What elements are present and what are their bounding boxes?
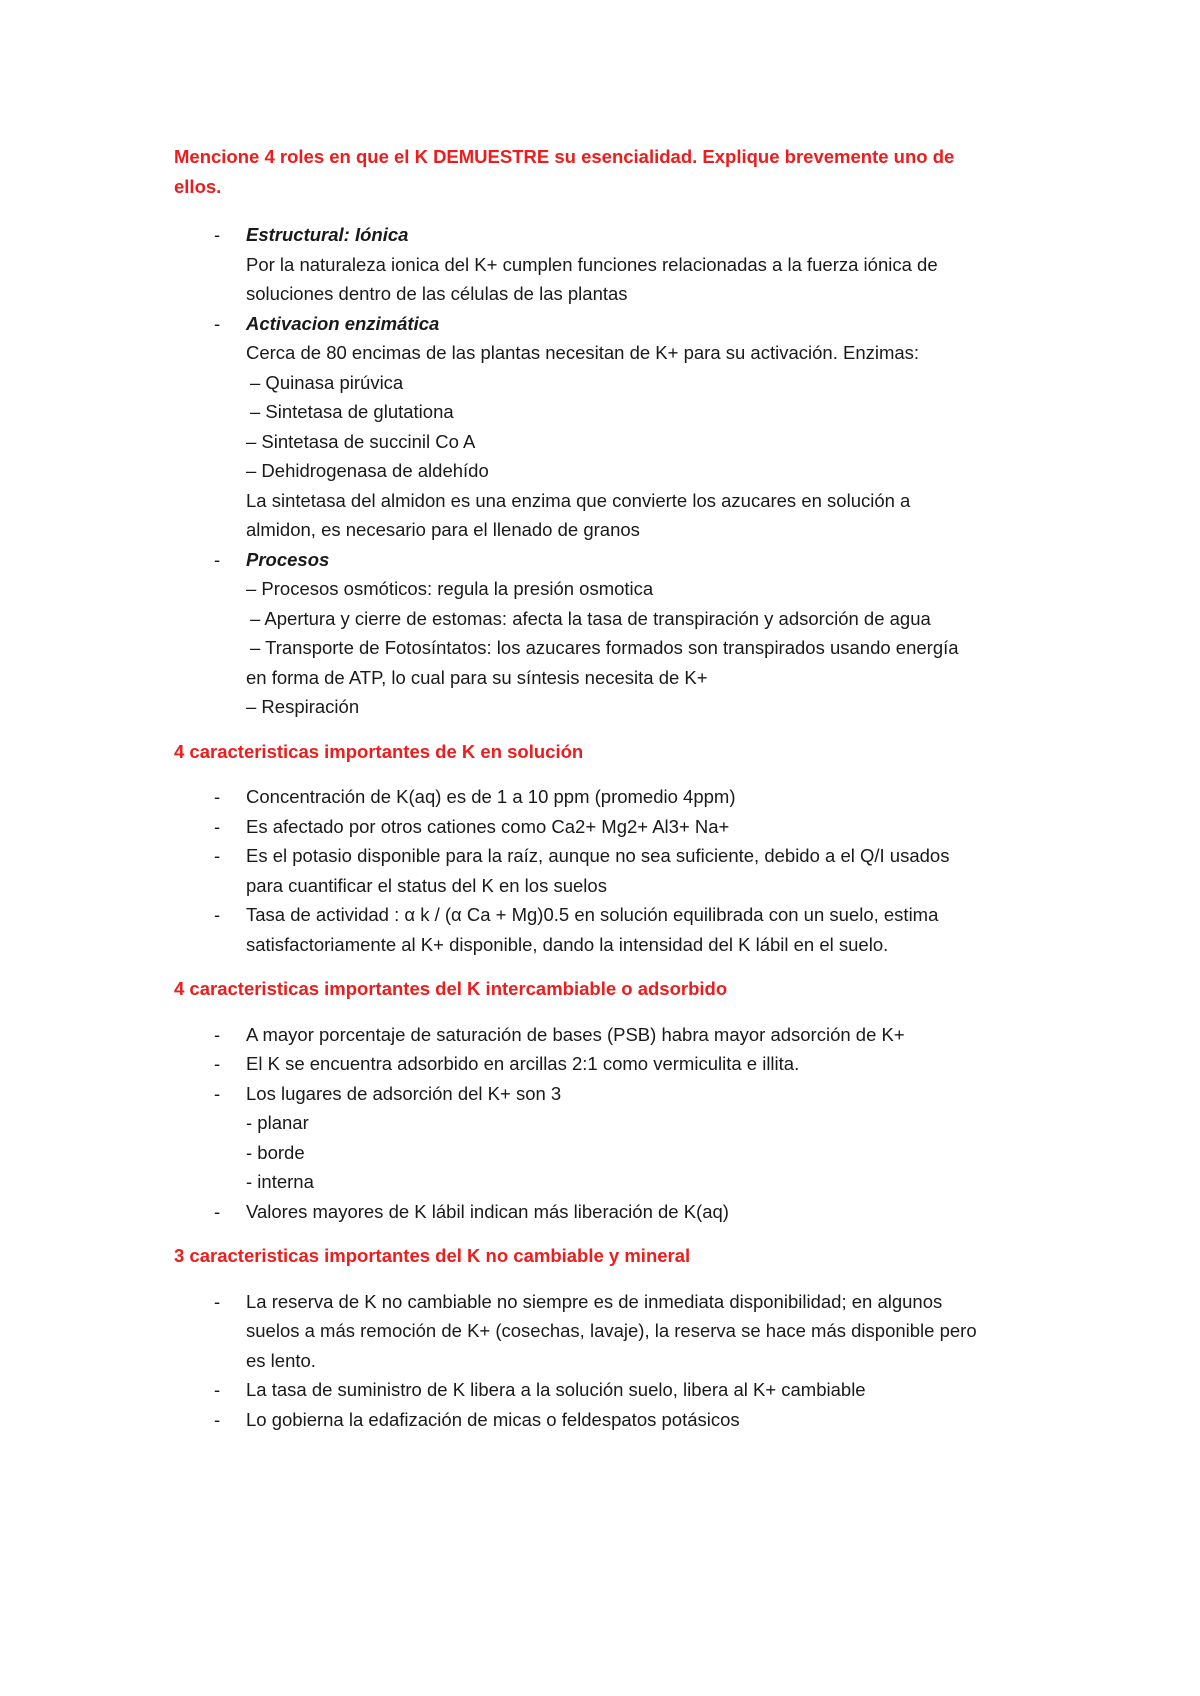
bullet-dash: - [214,904,221,925]
bullet-dash: - [214,312,221,334]
item-text: en forma de ATP, lo cual para su síntesis necesita de K+ [246,666,708,688]
item-text: El K se encuentra adsorbido en arcillas 2:1 como vermiculita e illita. [246,1053,800,1074]
item-text: Valores mayores de K lábil indican más liberación de K(aq) [246,1200,729,1222]
section4-heading: 3 caracteristicas importantes del K no cambiable y mineral [174,1245,691,1266]
item-text: A mayor porcentaje de saturación de bases (PSB) habra mayor adsorción de K+ [246,1023,905,1045]
section1-heading [174,142,1054,201]
section1-list [174,220,1054,722]
item-text: Es afectado por otros cationes como Ca2+ Mg2+ Al3+ Na+ [246,815,730,837]
list-item [174,1287,1054,1376]
item-text: para cuantificar el status del K en los suelos [246,874,607,896]
list-item [174,1020,1054,1050]
item-text: suelos a más remoción de K+ (cosechas, lavaje), la reserva se hace más disponible pero [246,1320,977,1341]
bullet-dash: - [214,224,221,245]
section3-list [174,1020,1054,1227]
document-page [174,142,1054,1434]
sub-item: – Sintetasa de succinil Co A [246,430,476,452]
sub-item: – Dehidrogenasa de aldehído [246,460,489,481]
heading-line: ellos. [174,175,222,197]
section4-list [174,1287,1054,1435]
bullet-dash: - [214,1408,221,1430]
item-text: - planar [246,1112,309,1133]
list-item [174,1405,1054,1435]
item-text: Cerca de 80 encimas de las plantas necesitan de K+ para su activación. Enzimas: [246,342,920,363]
item-title: Activacion enzimática [246,312,440,334]
list-item [174,1079,1054,1197]
bullet-dash: - [214,1082,221,1104]
item-text: La tasa de suministro de K libera a la solución suelo, libera al K+ cambiable [246,1379,866,1400]
sub-item: – Transporte de Fotosíntatos: los azucares formados son transpirados usando energía [250,637,959,658]
section2-heading: 4 caracteristicas importantes de K en solución [174,740,584,762]
item-text: almidon, es necesario para el llenado de granos [246,519,640,540]
list-item [174,812,1054,842]
bullet-dash: - [214,1290,221,1312]
bullet-dash: - [214,1200,221,1222]
sub-item: – Quinasa pirúvica [250,371,404,393]
item-text: La sintetasa del almidon es una enzima que convierte los azucares en solución a [246,489,911,511]
section3-heading: 4 caracteristicas importantes del K intercambiable o adsorbido [174,978,728,999]
item-text: - interna [246,1171,314,1192]
item-text: Concentración de K(aq) es de 1 a 10 ppm (promedio 4ppm) [246,786,736,807]
list-item-estructural [174,220,1054,309]
list-item [174,782,1054,812]
item-text: soluciones dentro de las células de las plantas [246,283,628,304]
bullet-dash: - [214,815,221,837]
item-text: es lento. [246,1349,316,1371]
sub-item: – Apertura y cierre de estomas: afecta la tasa de transpiración y adsorción de agua [250,607,931,629]
item-title: Estructural: Iónica [246,224,409,245]
bullet-dash: - [214,1379,221,1400]
item-text: La reserva de K no cambiable no siempre es de inmediata disponibilidad; en algunos [246,1290,943,1312]
sub-item: – Respiración [246,696,360,717]
list-item [174,1049,1054,1079]
sub-item: – Sintetasa de glutationa [250,401,454,422]
item-text: Lo gobierna la edafización de micas o feldespatos potásicos [246,1408,740,1430]
bullet-dash: - [214,845,221,866]
item-text: Tasa de actividad : α k / (α Ca + Mg)0.5 en solución equilibrada con un suelo, estima [246,904,939,925]
item-text: Los lugares de adsorción del K+ son 3 [246,1082,562,1104]
heading-line: Mencione 4 roles en que el K DEMUESTRE su esencialidad. Explique brevemente uno de [174,146,955,167]
item-text: - borde [246,1141,305,1163]
bullet-dash: - [214,1053,221,1074]
sub-item: – Procesos osmóticos: regula la presión osmotica [246,578,654,599]
bullet-dash: - [214,548,221,570]
list-item [174,900,1054,959]
item-text: Es el potasio disponible para la raíz, aunque no sea suficiente, debido a el Q/I usados [246,845,950,866]
list-item-procesos [174,545,1054,722]
item-text: satisfactoriamente al K+ disponible, dando la intensidad del K lábil en el suelo. [246,933,889,955]
list-item [174,1197,1054,1227]
list-item [174,841,1054,900]
bullet-dash: - [214,786,221,807]
section2-list [174,782,1054,959]
item-text: Por la naturaleza ionica del K+ cumplen funciones relacionadas a la fuerza iónica de [246,253,938,275]
list-item [174,1375,1054,1405]
list-item-activacion [174,309,1054,545]
bullet-dash: - [214,1023,221,1045]
item-title: Procesos [246,548,330,570]
